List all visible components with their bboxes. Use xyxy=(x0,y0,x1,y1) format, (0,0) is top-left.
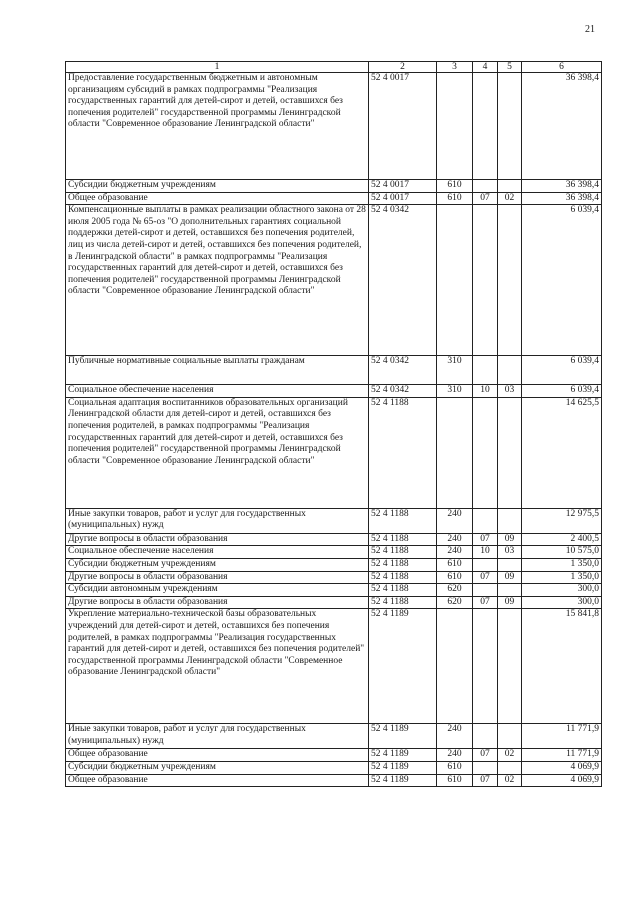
table-row xyxy=(66,774,602,787)
table-row xyxy=(66,584,602,597)
cell-amount: 6 039,4 xyxy=(522,385,602,398)
cell-amount: 300,0 xyxy=(522,596,602,609)
cell-amount: 36 398,4 xyxy=(522,180,602,193)
cell-section: 07 xyxy=(473,533,498,546)
cell-name: Другие вопросы в области образования xyxy=(66,533,369,546)
cell-subsection xyxy=(498,180,522,193)
cell-name: Другие вопросы в области образования xyxy=(66,571,369,584)
table-row xyxy=(66,546,602,559)
cell-subsection xyxy=(498,73,522,180)
cell-amount: 6 039,4 xyxy=(522,205,602,356)
cell-code: 52 4 0342 xyxy=(369,385,437,398)
cell-subsection: 09 xyxy=(498,571,522,584)
cell-code: 52 4 1189 xyxy=(369,609,437,724)
cell-name: Общее образование xyxy=(66,749,369,762)
cell-amount: 2 400,5 xyxy=(522,533,602,546)
cell-section: 07 xyxy=(473,571,498,584)
table-row xyxy=(66,73,602,180)
table-row xyxy=(66,761,602,774)
cell-expense-type: 310 xyxy=(437,356,473,385)
cell-subsection xyxy=(498,558,522,571)
cell-amount: 11 771,9 xyxy=(522,749,602,762)
cell-amount: 1 350,0 xyxy=(522,571,602,584)
cell-name: Общее образование xyxy=(66,192,369,205)
cell-subsection xyxy=(498,609,522,724)
cell-subsection: 03 xyxy=(498,385,522,398)
cell-expense-type: 610 xyxy=(437,774,473,787)
table-row xyxy=(66,749,602,762)
cell-section xyxy=(473,609,498,724)
cell-section xyxy=(473,558,498,571)
cell-subsection xyxy=(498,584,522,597)
table-header-row xyxy=(66,62,602,73)
cell-code: 52 4 0342 xyxy=(369,205,437,356)
cell-amount: 1 350,0 xyxy=(522,558,602,571)
cell-expense-type xyxy=(437,73,473,180)
cell-amount: 12 975,5 xyxy=(522,508,602,533)
cell-name: Социальное обеспечение населения xyxy=(66,546,369,559)
table-row xyxy=(66,356,602,385)
table-row xyxy=(66,724,602,749)
cell-code: 52 4 0017 xyxy=(369,73,437,180)
cell-expense-type xyxy=(437,609,473,724)
cell-subsection: 02 xyxy=(498,749,522,762)
table-row xyxy=(66,508,602,533)
cell-expense-type: 610 xyxy=(437,558,473,571)
cell-expense-type: 620 xyxy=(437,584,473,597)
cell-section xyxy=(473,584,498,597)
cell-amount: 6 039,4 xyxy=(522,356,602,385)
budget-table xyxy=(65,61,602,787)
cell-expense-type: 610 xyxy=(437,571,473,584)
cell-code: 52 4 1188 xyxy=(369,558,437,571)
cell-name: Субсидии бюджетным учреждениям xyxy=(66,761,369,774)
cell-name: Иные закупки товаров, работ и услуг для государственных (муниципальных) нужд xyxy=(66,724,369,749)
cell-expense-type: 240 xyxy=(437,749,473,762)
cell-section xyxy=(473,180,498,193)
cell-expense-type: 610 xyxy=(437,192,473,205)
cell-code: 52 4 0017 xyxy=(369,192,437,205)
cell-section: 07 xyxy=(473,596,498,609)
cell-code: 52 4 1188 xyxy=(369,546,437,559)
cell-subsection: 03 xyxy=(498,546,522,559)
cell-name: Субсидии автономным учреждениям xyxy=(66,584,369,597)
header-cell-rz: 4 xyxy=(473,62,498,73)
cell-expense-type: 310 xyxy=(437,385,473,398)
cell-code: 52 4 1188 xyxy=(369,397,437,508)
cell-amount: 4 069,9 xyxy=(522,774,602,787)
table-row xyxy=(66,558,602,571)
cell-subsection: 09 xyxy=(498,596,522,609)
cell-expense-type: 240 xyxy=(437,533,473,546)
table-row xyxy=(66,180,602,193)
cell-subsection xyxy=(498,356,522,385)
table-row xyxy=(66,571,602,584)
cell-amount: 14 625,5 xyxy=(522,397,602,508)
cell-section xyxy=(473,205,498,356)
table-row xyxy=(66,192,602,205)
cell-section xyxy=(473,761,498,774)
table-row xyxy=(66,385,602,398)
cell-subsection xyxy=(498,761,522,774)
cell-subsection xyxy=(498,205,522,356)
cell-amount: 36 398,4 xyxy=(522,73,602,180)
cell-code: 52 4 1188 xyxy=(369,596,437,609)
cell-code: 52 4 1188 xyxy=(369,533,437,546)
cell-expense-type: 240 xyxy=(437,546,473,559)
cell-code: 52 4 0342 xyxy=(369,356,437,385)
cell-section: 07 xyxy=(473,774,498,787)
cell-name: Компенсационные выплаты в рамках реализации областного закона от 28 июля 2005 года № 65-оз "О дополнительных гарантиях социальной поддержки детей-сирот и детей, оставшихся без попечения родителей, лиц из числа детей-сирот и детей, оставшихся без попечения родителей, в Ленинградской области" в рамках подпрограммы "Реализация государственных гарантий для детей-сирот и детей, оставшихся без попечения родителей" государственной программы Ленинградской области "Современное образование Ленинградской области" xyxy=(66,205,369,356)
cell-code: 52 4 0017 xyxy=(369,180,437,193)
cell-expense-type xyxy=(437,205,473,356)
header-cell-sum: 6 xyxy=(522,62,602,73)
cell-expense-type: 240 xyxy=(437,724,473,749)
cell-section: 10 xyxy=(473,385,498,398)
cell-section xyxy=(473,356,498,385)
cell-name: Социальное обеспечение населения xyxy=(66,385,369,398)
cell-section: 07 xyxy=(473,749,498,762)
cell-code: 52 4 1189 xyxy=(369,774,437,787)
cell-amount: 300,0 xyxy=(522,584,602,597)
cell-name: Предоставление государственным бюджетным и автономным организациям субсидий в рамках подпрограммы "Реализация государственных гарантий для детей-сирот и детей, оставшихся без попечения родителей" государственной программы Ленинградской области "Современное образование Ленинградской области" xyxy=(66,73,369,180)
cell-subsection: 09 xyxy=(498,533,522,546)
cell-section xyxy=(473,397,498,508)
cell-name: Иные закупки товаров, работ и услуг для государственных (муниципальных) нужд xyxy=(66,508,369,533)
table-row xyxy=(66,609,602,724)
cell-section: 10 xyxy=(473,546,498,559)
cell-code: 52 4 1189 xyxy=(369,761,437,774)
page-number: 21 xyxy=(585,24,595,35)
cell-section xyxy=(473,724,498,749)
cell-code: 52 4 1188 xyxy=(369,508,437,533)
cell-amount: 11 771,9 xyxy=(522,724,602,749)
table-row xyxy=(66,533,602,546)
cell-section: 07 xyxy=(473,192,498,205)
header-cell-pr: 5 xyxy=(498,62,522,73)
cell-expense-type: 620 xyxy=(437,596,473,609)
cell-section xyxy=(473,508,498,533)
cell-amount: 15 841,8 xyxy=(522,609,602,724)
table-row xyxy=(66,596,602,609)
cell-name: Субсидии бюджетным учреждениям xyxy=(66,180,369,193)
cell-code: 52 4 1188 xyxy=(369,571,437,584)
cell-expense-type xyxy=(437,397,473,508)
cell-expense-type: 240 xyxy=(437,508,473,533)
cell-amount: 36 398,4 xyxy=(522,192,602,205)
cell-amount: 10 575,0 xyxy=(522,546,602,559)
table-row xyxy=(66,397,602,508)
header-cell-vr: 3 xyxy=(437,62,473,73)
cell-code: 52 4 1189 xyxy=(369,724,437,749)
cell-code: 52 4 1188 xyxy=(369,584,437,597)
cell-subsection: 02 xyxy=(498,192,522,205)
cell-name: Публичные нормативные социальные выплаты гражданам xyxy=(66,356,369,385)
cell-amount: 4 069,9 xyxy=(522,761,602,774)
cell-name: Другие вопросы в области образования xyxy=(66,596,369,609)
table-row xyxy=(66,205,602,356)
cell-name: Субсидии бюджетным учреждениям xyxy=(66,558,369,571)
cell-name: Социальная адаптация воспитанников образовательных организаций Ленинградской области для детей-сирот и детей, оставшихся без попечения родителей, в рамках подпрограммы "Реализация государственных гарантий для детей-сирот и детей, оставшихся без попечения родителей" государственной программы Ленинградской области "Современное образование Ленинградской области" xyxy=(66,397,369,508)
cell-expense-type: 610 xyxy=(437,761,473,774)
cell-code: 52 4 1189 xyxy=(369,749,437,762)
cell-subsection xyxy=(498,508,522,533)
cell-name: Укрепление материально-технической базы образовательных учреждений для детей-сирот и детей, оставшихся без попечения родителей, в рамках подпрограммы "Реализация государственных гарантий для детей-сирот и детей, оставшихся без попечения родителей" государственной программы Ленинградской области "Современное образование Ленинградской области" xyxy=(66,609,369,724)
cell-expense-type: 610 xyxy=(437,180,473,193)
header-cell-name: 1 xyxy=(66,62,369,73)
cell-subsection xyxy=(498,397,522,508)
header-cell-code: 2 xyxy=(369,62,437,73)
cell-subsection: 02 xyxy=(498,774,522,787)
cell-subsection xyxy=(498,724,522,749)
cell-name: Общее образование xyxy=(66,774,369,787)
cell-section xyxy=(473,73,498,180)
